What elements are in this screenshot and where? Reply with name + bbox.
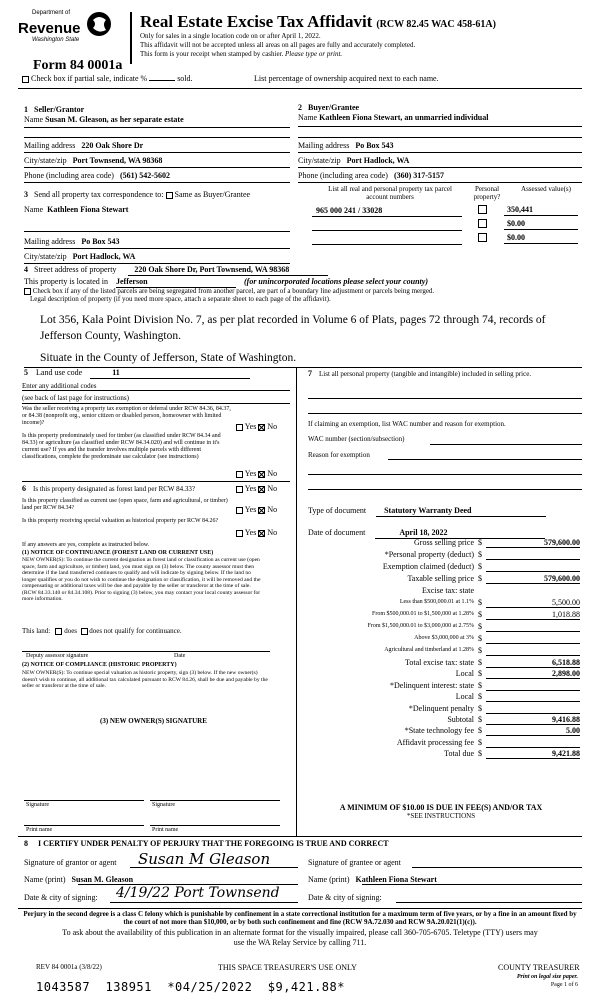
legal-size-note: Print on legal size paper. — [516, 974, 578, 980]
notice1-body: NEW OWNER(S): To continue the current designation as forest land or classification as current use (open space, farm and agriculture, or timber) land, you must sign on (3) below. The county assessor must then determine if the land transferred continues to qualify and will indicate by signing below. If the land no longer qualifies or you do not wish to continue the designation or classification, it will be removed and the compensating or additional taxes will be due and payable by the seller or transferor at the time of sale. (RCW 84.33.140 or 84.34.108). Prior to signing (3) below, you may contact your local county assessor for more information. — [22, 557, 261, 603]
segregation-checkbox[interactable] — [24, 288, 31, 295]
forest-yes-checkbox[interactable] — [236, 486, 243, 493]
owner-signature-1-label: Signature — [26, 802, 49, 808]
continuance-row — [22, 627, 182, 635]
partial-sale-checkbox[interactable] — [22, 76, 29, 83]
property-num: 4 — [24, 265, 28, 274]
grantor-date-city[interactable]: 4/19/22 Port Townsend — [116, 885, 280, 901]
tax-row-value[interactable] — [486, 550, 580, 560]
tax-row-label: Exemption claimed (deduct) — [382, 562, 474, 571]
buyer-city-label: City/state/zip — [298, 156, 341, 165]
tax-row-label: Local — [455, 669, 474, 679]
additional-codes-label: Enter any additional codes — [22, 382, 290, 391]
timber-yes-no — [236, 469, 277, 479]
current-use-yes-checkbox[interactable] — [236, 507, 243, 514]
historic-yes-checkbox[interactable] — [236, 530, 243, 537]
section7-num: 7 — [308, 369, 312, 378]
timber-no-label: No — [267, 469, 278, 478]
section6-num: 6 — [22, 484, 26, 493]
logo-word: Revenue — [18, 20, 81, 37]
washington-logo-icon — [84, 10, 114, 38]
property-address-label: Street address of property — [34, 265, 117, 274]
correspondence-num: 3 — [24, 190, 28, 199]
current-use-no-checkbox[interactable] — [258, 507, 265, 514]
seller-name-label: Name — [24, 115, 44, 124]
tax-row-dollar: $ — [478, 610, 482, 619]
seller-city-value[interactable]: Port Townsend, WA 98368 — [72, 156, 163, 165]
alternate-format-notice: To ask about the availability of this publication in an alternate format for the visually impaired, please call 360-705-6705. Teletype (TTY) users may use the WA Relay Service by calling 711. — [62, 928, 538, 947]
this-land-label: This land: — [22, 627, 51, 635]
timber-no-checkbox[interactable] — [258, 471, 265, 478]
seller-city-label: City/state/zip — [24, 156, 67, 165]
parcel-row-3-personal-checkbox[interactable] — [478, 233, 487, 242]
tax-row-value[interactable]: 5.00 — [486, 726, 580, 736]
tax-row-value[interactable] — [486, 646, 580, 656]
logo-dept-line: Department of — [32, 10, 71, 16]
partial-sale-row — [22, 74, 193, 84]
seller-mailing-value[interactable]: 220 Oak Shore Dr — [81, 141, 144, 150]
parcel-col-header-numbers: List all real and personal property tax parcel account numbers — [328, 185, 452, 202]
parcel-row-1-number[interactable]: 965 000 241 / 33028 — [316, 206, 383, 215]
historic-no-label: No — [267, 528, 278, 537]
property-county-row — [24, 277, 428, 288]
seller-heading — [24, 105, 84, 115]
grantee-name-label: Name (print) — [308, 875, 350, 884]
tax-row-value[interactable] — [486, 704, 580, 714]
tax-row-label: *State technology fee — [404, 726, 474, 736]
header-note-2: This affidavit will not be accepted unless all areas on all pages are fully and accurately completed. — [140, 41, 416, 49]
deputy-date-label: Date — [174, 653, 186, 659]
minimum-due-note: A MINIMUM OF $10.00 IS DUE IN FEE(S) AND/OR TAX — [339, 803, 543, 812]
correspondence-name-row — [24, 205, 128, 215]
personal-property-heading — [308, 369, 578, 379]
forest-yes-no — [236, 484, 277, 494]
buyer-mailing-value[interactable]: Po Box 543 — [355, 141, 394, 150]
does-not-qualify-checkbox[interactable] — [81, 628, 88, 635]
segregation-label: Check box if any of the listed parcels are being segregated from another parcel, are part of a boundary line adjustment or parcels being merged. — [32, 287, 435, 295]
grantee-name-value[interactable]: Kathleen Fiona Stewart — [355, 875, 437, 884]
owner-signature-2-label: Signature — [152, 802, 175, 808]
does-not-label: does not qualify for continuance. — [89, 627, 182, 635]
tax-row-dollar: $ — [478, 622, 482, 631]
parcel-row-3-value[interactable]: $0.00 — [507, 233, 525, 242]
section7-heading-text: List all personal property (tangible and intangible) included in selling price. — [319, 370, 532, 378]
tax-row-label: Agricultural and timberland at 1.28% — [384, 647, 474, 653]
page-number: Page 1 of 6 — [550, 982, 578, 988]
forest-no-label: No — [267, 484, 278, 493]
document-type-row — [308, 506, 546, 517]
tax-row-label: Taxable selling price — [407, 574, 474, 583]
wac-number-label: WAC number (section/subsection) — [308, 435, 405, 443]
logo-sub: Washington State — [32, 37, 80, 43]
historic-no-checkbox[interactable] — [258, 530, 265, 537]
reason-exemption-label: Reason for exemption — [308, 451, 370, 459]
certify-heading-text: I CERTIFY UNDER PENALTY OF PERJURY THAT THE FOREGOING IS TRUE AND CORRECT — [38, 839, 389, 848]
section8-num: 8 — [24, 839, 28, 848]
parcel-row-2-personal-checkbox[interactable] — [478, 219, 487, 228]
buyer-mailing-row — [298, 141, 394, 151]
timber-yes-checkbox[interactable] — [236, 471, 243, 478]
tax-row-value[interactable] — [486, 634, 580, 644]
tax-row-value[interactable]: 1,018.88 — [486, 610, 580, 620]
treasurer-space: THIS SPACE TREASURER'S USE ONLY — [218, 963, 357, 972]
parcel-row-2-value[interactable]: $0.00 — [507, 219, 525, 228]
same-as-buyer-checkbox[interactable] — [166, 192, 173, 199]
property-address-value[interactable]: 220 Oak Shore Dr, Port Townsend, WA 98368 — [134, 265, 290, 274]
tax-row-value[interactable]: 2,898.00 — [486, 669, 580, 679]
parcel-row-1-personal-checkbox[interactable] — [478, 205, 487, 214]
correspondence-city-label: City/state/zip — [24, 252, 67, 261]
grantor-name-value[interactable]: Susan M. Gleason — [71, 875, 134, 884]
buyer-city-value[interactable]: Port Hadlock, WA — [346, 156, 410, 165]
tax-row-value[interactable] — [486, 692, 580, 702]
county-value[interactable]: Jefferson — [116, 277, 236, 288]
header-note-3 — [140, 50, 342, 58]
correspondence-mailing-label: Mailing address — [24, 237, 76, 246]
tax-row-value[interactable] — [486, 562, 580, 572]
parcel-col-header-personal: Personal property? — [473, 185, 501, 202]
county-treasurer: COUNTY TREASURER — [498, 963, 580, 972]
buyer-city-row — [298, 156, 409, 166]
buyer-name-label: Name — [298, 113, 318, 122]
tax-row-dollar: $ — [478, 669, 482, 679]
tax-row-dollar: $ — [478, 538, 482, 547]
seller-name-row — [24, 115, 184, 125]
seller-name-value[interactable]: Susan M. Gleason, as her separate estate — [45, 115, 184, 124]
tax-row-value[interactable]: 9,416.88 — [486, 715, 580, 725]
tax-row-label: Above $3,000,000 at 3% — [414, 635, 474, 641]
tax-row-label: Affidavit processing fee — [396, 737, 474, 747]
tax-row-dollar: $ — [478, 598, 482, 607]
tax-row-value[interactable] — [486, 681, 580, 691]
tax-row-dollar: $ — [478, 634, 482, 643]
deputy-signature-label: Deputy assessor signature — [26, 653, 89, 659]
tax-row-dollar: $ — [478, 680, 482, 690]
grantee-signature-label: Signature of grantee or agent — [308, 858, 401, 867]
tax-row-dollar: $ — [478, 658, 482, 667]
land-use-row — [24, 368, 250, 379]
seller-phone-value[interactable]: (561) 542-5602 — [119, 171, 170, 180]
tax-row-value[interactable]: 579,600.00 — [486, 538, 580, 548]
tax-row-dollar: $ — [478, 550, 482, 559]
timber-yes-label: Yes — [244, 469, 257, 478]
form-title — [140, 12, 496, 32]
exemption-claim-label: If claiming an exemption, list WAC number and reason for exemption. — [308, 420, 506, 428]
grantor-signature-label: Signature of grantor or agent — [24, 858, 117, 867]
tax-row-dollar: $ — [478, 692, 482, 702]
buyer-heading — [298, 103, 359, 113]
forest-yes-label: Yes — [244, 484, 257, 493]
correspondence-mailing-row — [24, 237, 120, 247]
buyer-name-value[interactable]: Kathleen Fiona Stewart, an unmarried individual — [319, 113, 489, 122]
tax-row-value[interactable] — [486, 738, 580, 748]
if-yes-note: If any answers are yes, complete as instructed below. — [22, 542, 150, 548]
tax-row-dollar: $ — [478, 715, 482, 724]
buyer-phone-label: Phone (including area code) — [298, 171, 388, 180]
tax-row-value[interactable]: 5,500.00 — [486, 598, 580, 608]
tax-row-label: Local — [455, 692, 474, 702]
tax-row-label: *Personal property (deduct) — [384, 550, 474, 559]
seller-city-row — [24, 156, 162, 166]
seller-mailing-row — [24, 141, 143, 151]
certify-heading — [24, 839, 389, 849]
land-use-value[interactable]: 11 — [90, 368, 250, 379]
section5-num: 5 — [24, 368, 28, 377]
tax-row-dollar: $ — [478, 726, 482, 736]
exemption-no-checkbox[interactable] — [258, 424, 265, 431]
does-label: does — [64, 627, 78, 635]
revenue-logo — [18, 10, 118, 52]
seller-phone-label: Phone (including area code) — [24, 171, 114, 180]
see-instructions-note: *SEE INSTRUCTIONS — [406, 812, 476, 820]
cashier-stamp: 1043587 138951 *04/25/2022 $9,421.88* — [36, 980, 345, 994]
grantor-date-city-label: Date & city of signing: — [24, 893, 98, 902]
tax-row-dollar: $ — [478, 737, 482, 747]
document-date-value[interactable]: April 18, 2022 — [375, 528, 545, 539]
timber-question: Is this property predominately used for timber (as classified under RCW 84.34 and 84.33) or agriculture (as classified under RCW 84.34.020) and will continue in it's current use? If yes and the transfer involves multiple parcels with different classifications, complete the predominate use calculator (see instructions) — [22, 433, 221, 460]
buyer-heading-label: Buyer/Grantee — [308, 103, 360, 112]
historic-yes-label: Yes — [244, 528, 257, 537]
current-use-yes-no — [236, 505, 277, 515]
tax-row-dollar: $ — [478, 749, 482, 759]
exemption-yes-no — [236, 422, 277, 432]
correspondence-city-row — [24, 252, 135, 262]
parcel-col-header-assessed: Assessed value(s) — [521, 185, 571, 193]
rev-number: REV 84 0001a (3/8/22) — [36, 963, 102, 971]
document-type-value[interactable]: Statutory Warranty Deed — [376, 506, 546, 517]
forest-question — [22, 484, 236, 494]
seller-heading-label: Seller/Grantor — [34, 105, 85, 114]
exemption-no-label: No — [267, 422, 278, 431]
document-date-row — [308, 528, 545, 539]
notice2-body: NEW OWNER(S): To continue special valuation as historic property, sign (3) below. If the new owner(s) doesn't wish to continue, all additional tax calculated pursuant to RCW 84.26, shall be due and payable by the seller or transferor at the time of sale. — [22, 670, 268, 690]
same-as-buyer-label: Same as Buyer/Grantee — [174, 190, 251, 199]
seller-phone-row — [24, 171, 170, 181]
owner-print-name-1-label: Print name — [26, 827, 53, 833]
exemption-question: Was the seller receiving a property tax exemption or deferral under RCW 84.36, 84.37, or 84.38 (nonprofit org., senior citizen or disabled person, homeowner with limited income)? — [22, 406, 231, 426]
tax-row-label: Subtotal — [447, 715, 474, 724]
tax-row-value[interactable] — [486, 622, 580, 632]
legal-description-text[interactable]: Lot 356, Kala Point Division No. 7, as per plat recorded in Volume 6 of Plats, pages 72 through 74, records of Jefferson County, Washington. — [40, 314, 546, 342]
grantor-signature-row — [24, 858, 116, 868]
tax-row-label: Less than $500,000.01 at 1.1% — [399, 599, 474, 605]
document-type-label: Type of document — [308, 506, 367, 515]
grantor-signature[interactable]: Susan M Gleason — [138, 850, 271, 868]
correspondence-name-value[interactable]: Kathleen Fiona Stewart — [47, 205, 129, 214]
sold-label: sold. — [177, 74, 193, 83]
historic-question: Is this property receiving special valuation as historical property per RCW 84.26? — [22, 518, 219, 524]
tax-row-value[interactable]: 6,518.88 — [486, 658, 580, 668]
buyer-phone-row — [298, 171, 444, 181]
current-use-question: Is this property classified as current use (open space, farm and agricultural, or timber) land per RCW 84.34? — [22, 498, 228, 511]
buyer-name-row — [298, 113, 488, 123]
legal-description-note: Legal description of property (if you need more space, attach a separate sheet to each page of the affidavit). — [30, 295, 331, 303]
tax-row-label: Excise tax: state — [422, 586, 474, 595]
parcel-row-1-value[interactable]: 350,441 — [507, 205, 533, 214]
forest-question-text: Is this property designated as forest land per RCW 84.33? — [33, 485, 196, 493]
located-in-label: This property is located in — [24, 277, 108, 286]
header-note-3-italic: Please type or print. — [285, 50, 343, 58]
tax-row-dollar: $ — [478, 646, 482, 655]
form-title-main: Real Estate Excise Tax Affidavit — [140, 12, 373, 31]
unincorporated-note: (for unincorporated locations please select your county) — [243, 277, 428, 286]
buyer-mailing-label: Mailing address — [298, 141, 350, 150]
exemption-yes-label: Yes — [244, 422, 257, 431]
correspondence-city-value[interactable]: Port Hadlock, WA — [72, 252, 136, 261]
legal-situate-text[interactable]: Situate in the County of Jefferson, State of Washington. — [40, 352, 297, 364]
correspondence-name-label: Name — [24, 205, 44, 214]
tax-row-label: Total excise tax: state — [405, 658, 474, 667]
header-note-3-text: This form is your receipt when stamped by cashier. — [140, 50, 284, 58]
tax-row-dollar: $ — [478, 574, 482, 583]
form-number: Form 84 0001a — [33, 58, 123, 73]
current-use-yes-label: Yes — [244, 505, 257, 514]
tax-row-label: From $1,500,000.01 to $3,000,000 at 2.75% — [367, 623, 474, 629]
tax-row-dollar: $ — [478, 703, 482, 713]
tax-row-value[interactable]: 579,600.00 — [486, 574, 580, 584]
does-qualify-checkbox[interactable] — [55, 628, 62, 635]
perjury-notice: Perjury in the second degree is a class C felony which is punishable by confinement in a state correctional institution for a maximum term of five years, or by a fine in an amount fixed by the court of not more than $10,000, or by both such confinement and fine (RCW 9A.72.030 and RCW 9A.20.021(1)(c)). — [23, 910, 577, 927]
correspondence-mailing-value[interactable]: Po Box 543 — [81, 237, 120, 246]
grantor-name-label: Name (print) — [24, 875, 66, 884]
property-address-row — [24, 265, 289, 275]
header-note-1: Only for sales in a single location code on or after April 1, 2022. — [140, 32, 321, 40]
tax-row-dollar: $ — [478, 562, 482, 571]
tax-row-label: Gross selling price — [414, 538, 474, 547]
document-date-label: Date of document — [308, 528, 366, 537]
tax-row-label: Total due — [444, 749, 474, 759]
partial-sale-label: Check box if partial sale, indicate % — [31, 74, 148, 83]
forest-no-checkbox[interactable] — [258, 486, 265, 493]
seller-mailing-label: Mailing address — [24, 141, 76, 150]
new-owner-signature-label: (3) NEW OWNER(S) SIGNATURE — [100, 717, 207, 725]
correspondence-label: Send all property tax correspondence to: — [34, 190, 164, 199]
ownership-note: List percentage of ownership acquired next to each name. — [254, 74, 439, 83]
owner-print-name-2-label: Print name — [152, 827, 179, 833]
grantee-date-city-label: Date & city of signing: — [308, 893, 382, 902]
see-back-label: (see back of last page for instructions) — [22, 394, 129, 402]
tax-row-label: From $500,000.01 to $1,500,000 at 1.28% — [372, 611, 474, 617]
tax-row-label: *Delinquent interest: state — [390, 680, 474, 690]
land-use-label: Land use code — [36, 368, 83, 377]
notice2-title: (2) NOTICE OF COMPLIANCE (HISTORIC PROPERTY) — [22, 662, 177, 668]
exemption-yes-checkbox[interactable] — [236, 424, 243, 431]
buyer-heading-num: 2 — [298, 103, 302, 112]
current-use-no-label: No — [267, 505, 278, 514]
seller-heading-num: 1 — [24, 105, 28, 114]
correspondence-heading — [24, 190, 250, 200]
buyer-phone-value[interactable]: (360) 317-5157 — [393, 171, 444, 180]
notice1-title: (1) NOTICE OF CONTINUANCE (FOREST LAND OR CURRENT USE) — [22, 550, 214, 556]
tax-row-value[interactable]: 9,421.88 — [486, 749, 580, 759]
tax-row-label: *Delinquent penalty — [408, 703, 474, 713]
historic-yes-no — [236, 528, 277, 538]
form-title-ref: (RCW 82.45 WAC 458-61A) — [376, 19, 496, 30]
